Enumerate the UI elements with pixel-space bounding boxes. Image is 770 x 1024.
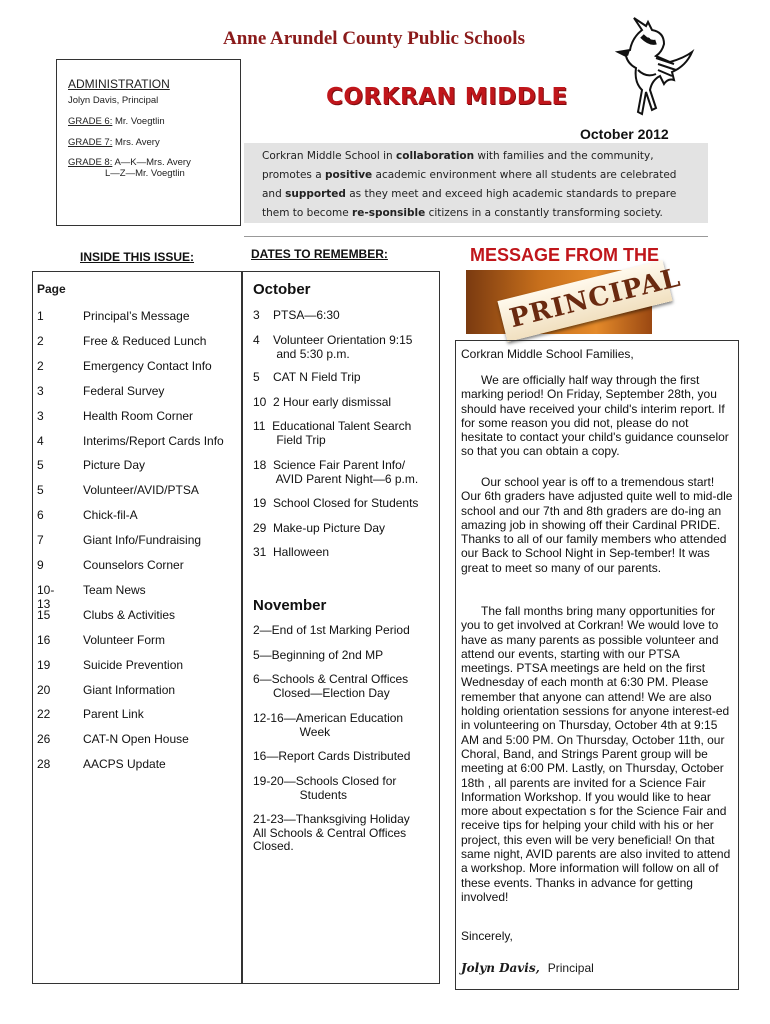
toc-page: 2 [37, 333, 44, 348]
october-event: 4 Volunteer Orientation 9:15 and 5:30 p.m. [253, 333, 413, 361]
mission-text-1: Corkran Middle School in [262, 150, 397, 162]
toc-title: Giant Info/Fundraising [83, 533, 202, 548]
toc-page: 15 [37, 607, 51, 622]
mission-bold-4: re-sponsible [352, 207, 426, 219]
grade8-line1: A—K—Mrs. Avery [112, 157, 191, 168]
letter-paragraph-2: Our school year is off to a tremendous start! Our 6th graders have adjusted quite well to mid-dle school and our 7th and 8th graders are do-ing an amazing job in showing off their Cardinal PRIDE. Thanks to all of our family members who attended our Back to School Night in Sep-tember! It was great to meet so many of our parents. [461, 475, 733, 575]
toc-title: Counselors Corner [83, 558, 184, 572]
page-column-header: Page [37, 282, 66, 296]
october-event: 11 Educational Talent Search Field Trip [253, 419, 412, 447]
toc-title: Team News [83, 582, 146, 597]
grade7-label: GRADE 7: [68, 137, 113, 148]
toc-title: Emergency Contact Info [83, 358, 212, 373]
toc-title: Parent Link [83, 707, 144, 722]
october-heading: October [253, 281, 311, 298]
toc-title: Giant Information [83, 682, 176, 697]
grade7-value: Mrs. Avery [112, 137, 160, 148]
toc-page: 5 [37, 483, 44, 498]
mission-statement [244, 143, 708, 223]
issue-month: October 2012 [580, 126, 669, 142]
mission-bold-3: supported [285, 188, 346, 200]
toc-page: 19 [37, 657, 51, 672]
divider [244, 236, 708, 237]
toc-page: 3 [37, 383, 44, 398]
november-event: 5—Beginning of 2nd MP [253, 648, 384, 662]
toc-page: 22 [37, 707, 51, 722]
november-event: 21-23—Thanksgiving Holiday All Schools & Central Offices Closed. [253, 812, 410, 853]
letter-paragraph-1: We are officially half way through the first marking period! On Friday, September 28th, you should have received your child's interim report. If for some reason you did not, please do not hesitate to contact your child's guidance counselor so that you can obtain a copy. [461, 373, 729, 459]
toc-title: Interims/Report Cards Info [83, 433, 224, 448]
toc-page: 20 [37, 682, 51, 697]
toc-page: 2 [37, 358, 44, 373]
inside-issue-box [32, 271, 243, 984]
grade6-value: Mr. Voegtlin [112, 116, 165, 127]
november-event: 12-16—American Education Week [253, 711, 404, 739]
toc-page: 1 [37, 309, 44, 323]
toc-page: 6 [37, 508, 44, 523]
administration-title: ADMINISTRATION [68, 77, 170, 91]
dates-title: DATES TO REMEMBER: [251, 247, 388, 261]
mission-text-4: as they meet and exceed high academic standards to prepare them to become [262, 188, 677, 219]
toc-title: Health Room Corner [83, 408, 194, 423]
toc-page: 26 [37, 732, 51, 747]
principal-name: Jolyn Davis, Principal [68, 95, 159, 106]
signature-line [461, 961, 594, 975]
grade8-label: GRADE 8: [68, 157, 113, 168]
banner-text: PRINCIPAL [506, 262, 684, 335]
toc-title: AACPS Update [83, 757, 166, 772]
mission-bold-1: collaboration [396, 150, 475, 162]
toc-title: Volunteer/AVID/PTSA [83, 483, 199, 498]
toc-title: Suicide Prevention [83, 657, 184, 672]
november-heading: November [253, 597, 327, 614]
toc-page: 4 [37, 433, 44, 448]
toc-page: 5 [37, 458, 44, 473]
october-event: 29 Make-up Picture Day [253, 521, 386, 535]
grade8-line [68, 157, 191, 168]
november-event: 19-20—Schools Closed for Students [253, 774, 397, 802]
october-event: 31 Halloween [253, 545, 330, 559]
november-event: 16—Report Cards Distributed [253, 749, 411, 763]
dates-box [241, 271, 440, 984]
toc-page: 7 [37, 533, 44, 548]
grade6-line [68, 116, 165, 127]
principal-letter [455, 340, 739, 990]
message-title: MESSAGE FROM THE [470, 245, 660, 265]
toc-title: Picture Day [83, 458, 146, 473]
grade8-line2: L—Z—Mr. Voegtlin [105, 168, 185, 179]
letter-paragraph-3: The fall months bring many opportunities for you to get involved at Corkran! We would love to have as many parents as possible volunteer and attend our events, starting with our PTSA meetings. PTSA meetings are held on the first Wednesday of each month at 6:30 PM. Please remember that anyone can attend! We are also holding orientation sessions for anyone interest-ed in volunteering on Thursday, October 4th at 9:15 AM and 5:00 PM. On Thursday, October 11th, our Choral, Band, and Strings Parent group will be meeting at 6:00 PM. Lastly, on Thursday, October 18th , all parents are invited for a Science Fair Information Workshop. If you would like to hear more about expectation s for the Science Fair and receive tips for helping your child with his or her project, this even will be very beneficial! On that same night, AVID parents are also invited to attend a workshop. More information will follow on all of these events. Thanks in advance for getting involved! [461, 604, 731, 904]
mission-bold-2: positive [325, 169, 373, 181]
toc-page: 9 [37, 558, 44, 572]
principal-sign [497, 260, 684, 342]
signature-title: Principal [547, 961, 594, 975]
toc-title: Volunteer Form [83, 632, 166, 647]
toc-page: 16 [37, 632, 51, 647]
november-event: 2—End of 1st Marking Period [253, 623, 410, 637]
administration-box [56, 59, 241, 226]
inside-issue-title: INSIDE THIS ISSUE: [80, 250, 195, 264]
principal-banner [466, 262, 684, 335]
toc-title: Clubs & Activities [83, 607, 176, 622]
letter-closing: Sincerely, [461, 929, 513, 943]
november-event: 6—Schools & Central Offices Closed—Election Day [253, 672, 409, 700]
cardinal-bird-icon [612, 18, 692, 118]
toc-page: 10-13 [37, 582, 55, 611]
toc-page: 28 [37, 757, 51, 772]
mission-text-2: with families and the community, promotes a [262, 150, 654, 181]
toc-title: Free & Reduced Lunch [83, 333, 207, 348]
toc-title: CAT-N Open House [83, 732, 189, 747]
signature: Jolyn Davis, [461, 961, 540, 975]
mission-text-3: academic environment where all students are celebrated and [262, 169, 677, 200]
district-name: Anne Arundel County Public Schools [223, 28, 525, 49]
grade6-label: GRADE 6: [68, 116, 113, 127]
toc-title: Federal Survey [83, 383, 165, 398]
school-name: CORKRAN MIDDLE [326, 84, 568, 110]
october-event: 10 2 Hour early dismissal [253, 395, 392, 409]
mission-text-5: citizens in a constantly transforming society. [425, 207, 663, 219]
october-event: 5 CAT N Field Trip [253, 370, 361, 384]
october-event: 18 Science Fair Parent Info/ AVID Parent Night—6 p.m. [253, 458, 419, 486]
october-event: 19 School Closed for Students [253, 496, 419, 510]
toc-page: 3 [37, 408, 44, 423]
october-event: 3 PTSA—6:30 [253, 308, 340, 322]
toc-title: Principal’s Message [83, 309, 190, 323]
letter-greeting: Corkran Middle School Families, [461, 347, 634, 361]
toc-title: Chick-fil-A [83, 508, 138, 523]
grade7-line [68, 137, 160, 148]
